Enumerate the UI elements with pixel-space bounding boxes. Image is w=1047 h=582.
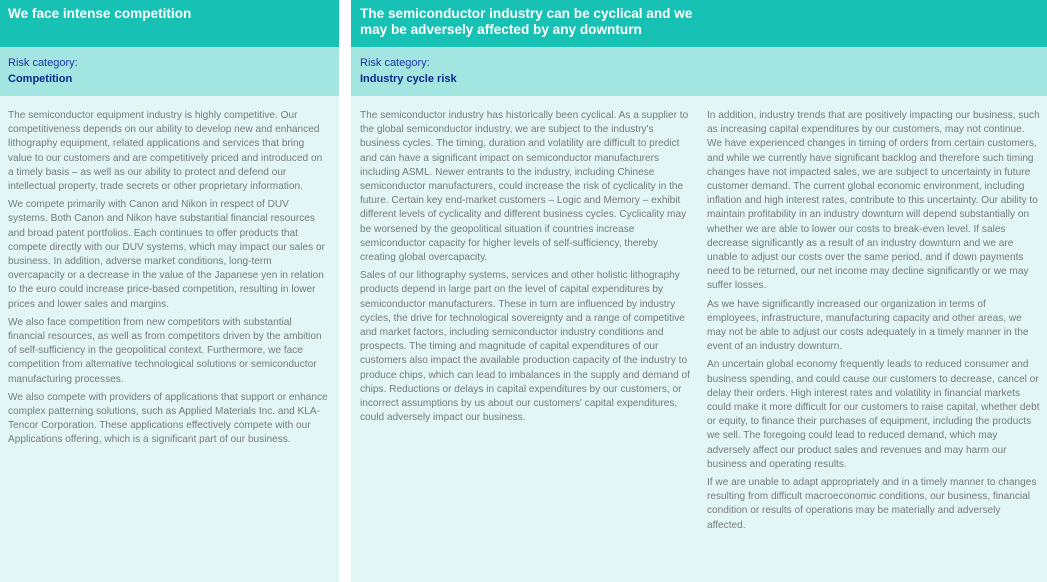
paragraph: The semiconductor equipment industry is highly competitive. Our competitiveness depends on our ability to develop new and enhanced lithography equipment, related applications and services that bring value to our customers and are competitively priced and introduced on a timely basis – as well as our ability to protect and defend our intellectual property, trade secrets or other proprietary information.	[8, 110, 323, 193]
risk-category-band	[351, 47, 1047, 96]
risk-category-value: Competition	[8, 73, 73, 85]
risk-description-column-1	[360, 109, 690, 429]
industry-cycle-risk-panel	[351, 0, 1047, 582]
risk-category-band	[0, 47, 339, 96]
competition-risk-panel	[0, 0, 339, 582]
paragraph: We compete primarily with Canon and Nikon in respect of DUV systems. Both Canon and Nikon have substantial financial resources and broad patent portfolios. Each continues to offer products that compete directly with our DUV systems, which may impact our sales or business. In addition, adverse market conditions, long-term overcapacity or a decrease in the value of the Japanese yen in relation to the euro could increase price-based competition, resulting in lower prices and lower sales and margins.	[8, 199, 325, 310]
paragraph: If we are unable to adapt appropriately and in a timely manner to changes resulting from difficult macroeconomic conditions, our business, financial condition or results of operations may be materially and adversely affected.	[707, 477, 1037, 531]
paragraph: We also compete with providers of applications that support or enhance complex patterning solutions, such as Applied Materials Inc. and KLA-Tencor Corporation. These applications effectively compete with our Applications offering, which is a significant part of our business.	[8, 391, 328, 446]
paragraph: In addition, industry trends that are positively impacting our business, such as increasing capital expenditures by our customers, may not continue. We have experienced changes in timing of orders from certain customers, and while we currently have significant backlog and therefore such timing changes have not impacted sales, we are subject to uncertainty in future customer demand. The current global economic environment, including inflation and high interest rates, contribute to this uncertainty. Our ability to maintain profitability in an industry downturn will depend substantially on whether we are able to lower our costs to break-even level. If sales decrease significantly as a result of an industry downturn and we are unable to adjust our costs over the same period, and if down payments need to be returned, our net income may decline significantly or we may suffer losses.	[707, 110, 1040, 292]
panel-header	[0, 0, 339, 47]
risk-title: The semiconductor industry can be cyclical and we may be adversely affected by any downturn	[360, 6, 693, 37]
risk-category-value: Industry cycle risk	[360, 73, 457, 85]
paragraph: As we have significantly increased our organization in terms of employees, infrastructure, manufacturing capacity and other areas, we may not be able to adjust our costs adequately in a timely manner in the event of an industry downturn.	[707, 298, 1029, 353]
risk-description-column-2	[707, 109, 1040, 537]
paragraph: We also face competition from new competitors with substantial financial resources, as well as from competitors driven by the ambition of self-sufficiency in the geopolitical context. Furthermore, we face competition from alternative technological solutions or semiconductor manufacturing processes.	[8, 316, 322, 385]
paragraph: Sales of our lithography systems, services and other holistic lithography products depend in large part on the level of capital expenditures by semiconductor manufacturers. These in turn are influenced by industry cycles, the drive for technological sovereignty and a range of competitive and market factors, including semiconductor industry conditions and prospects. The timing and magnitude of capital expenditures of our customers also impact the available production capacity of the industry to produce chips, which can lead to imbalances in the supply and demand of chips. Reductions or delays in capital expenditures by our customers, or incorrect assumptions by us about our customers' capital expenditures, could adversely impact our business.	[360, 270, 690, 424]
risk-category-label: Risk category:	[8, 57, 78, 69]
risk-title: We face intense competition	[8, 6, 192, 21]
risk-category-label: Risk category:	[360, 57, 430, 69]
paragraph: The semiconductor industry has historically been cyclical. As a supplier to the global semiconductor industry, we are subject to the industry's business cycles. The timing, duration and volatility are difficult to predict and can have a significant impact on semiconductor manufacturers including ASML. Newer entrants to the industry, including Chinese semiconductor manufacturers, could increase the risk of cyclicality in the future. Certain key end-market customers – Logic and Memory – exhibit different levels of cyclicality and different business cycles. Cyclicality may be worsened by the geopolitical situation if countries increase semiconductor capacity for higher levels of self-sufficiency, thereby creating global overcapacity.	[360, 110, 689, 264]
panel-header	[351, 0, 1047, 47]
risk-description	[8, 109, 330, 452]
paragraph: An uncertain global economy frequently leads to reduced consumer and business spending, and could cause our customers to decrease, cancel or delay their orders. High interest rates and volatility in financial markets could make it more difficult for our customers to raise capital, whether debt or equity, to finance their purchases of equipment, including the products we sell. The foregoing could lead to reduced demand, which may adversely affect our product sales and revenues and may harm our business and operating results.	[707, 359, 1040, 470]
